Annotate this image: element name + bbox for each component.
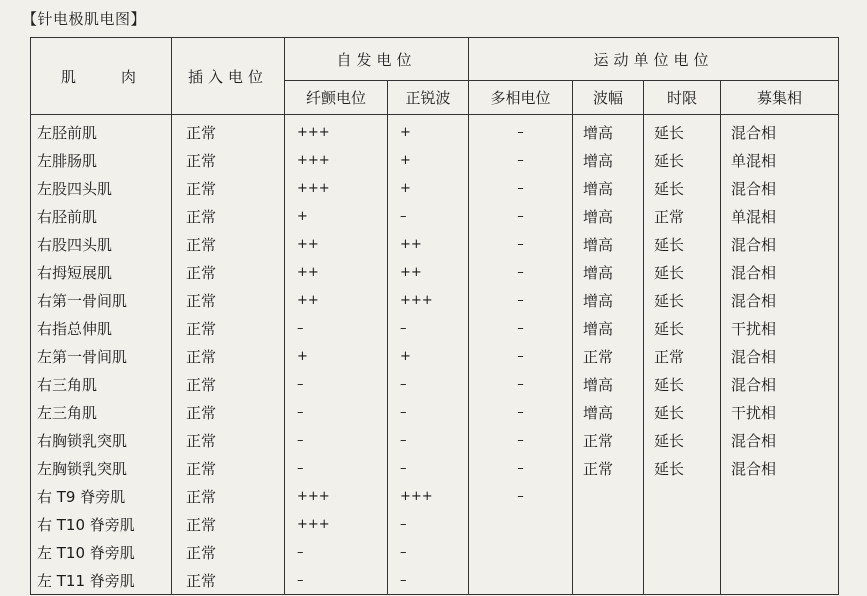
cell-insertion: 正常 xyxy=(172,115,285,147)
cell-duration: 正常 xyxy=(644,202,721,230)
table-row xyxy=(31,398,839,426)
cell-positive-sharp: ++ xyxy=(388,230,469,258)
cell-insertion: 正常 xyxy=(172,342,285,370)
cell-amplitude xyxy=(573,510,644,538)
cell-muscle: 右股四头肌 xyxy=(31,230,172,258)
table-row xyxy=(31,174,839,202)
cell-duration: 延长 xyxy=(644,454,721,482)
cell-positive-sharp: + xyxy=(388,174,469,202)
table-row xyxy=(31,115,839,147)
cell-fibrillation: +++ xyxy=(285,510,388,538)
cell-duration: 延长 xyxy=(644,398,721,426)
cell-duration: 延长 xyxy=(644,426,721,454)
cell-amplitude: 增高 xyxy=(573,230,644,258)
cell-duration: 延长 xyxy=(644,370,721,398)
cell-recruitment xyxy=(721,510,839,538)
cell-recruitment: 单混相 xyxy=(721,202,839,230)
cell-duration: 延长 xyxy=(644,286,721,314)
cell-fibrillation: +++ xyxy=(285,146,388,174)
cell-muscle: 左三角肌 xyxy=(31,398,172,426)
cell-insertion: 正常 xyxy=(172,258,285,286)
cell-muscle: 左腓肠肌 xyxy=(31,146,172,174)
cell-positive-sharp: ++ xyxy=(388,258,469,286)
cell-insertion: 正常 xyxy=(172,286,285,314)
cell-amplitude: 正常 xyxy=(573,342,644,370)
cell-recruitment: 混合相 xyxy=(721,286,839,314)
cell-fibrillation: +++ xyxy=(285,115,388,147)
cell-fibrillation: ++ xyxy=(285,230,388,258)
cell-recruitment: 干扰相 xyxy=(721,314,839,342)
cell-insertion: 正常 xyxy=(172,510,285,538)
cell-recruitment: 混合相 xyxy=(721,342,839,370)
cell-amplitude: 正常 xyxy=(573,454,644,482)
cell-insertion: 正常 xyxy=(172,538,285,566)
cell-insertion: 正常 xyxy=(172,174,285,202)
cell-polyphasic: – xyxy=(469,370,573,398)
cell-fibrillation: – xyxy=(285,398,388,426)
cell-muscle: 左股四头肌 xyxy=(31,174,172,202)
table-row xyxy=(31,566,839,595)
cell-positive-sharp: + xyxy=(388,342,469,370)
header-fibrillation: 纤颤电位 xyxy=(285,81,388,115)
table-row xyxy=(31,286,839,314)
cell-positive-sharp: + xyxy=(388,146,469,174)
cell-amplitude: 增高 xyxy=(573,286,644,314)
cell-polyphasic: – xyxy=(469,202,573,230)
cell-recruitment: 混合相 xyxy=(721,370,839,398)
cell-positive-sharp: + xyxy=(388,115,469,147)
header-muscle: 肌 肉 xyxy=(31,38,172,115)
cell-positive-sharp: – xyxy=(388,538,469,566)
header-recruitment: 募集相 xyxy=(721,81,839,115)
cell-positive-sharp: – xyxy=(388,314,469,342)
cell-insertion: 正常 xyxy=(172,230,285,258)
cell-muscle: 左第一骨间肌 xyxy=(31,342,172,370)
cell-muscle: 右胸锁乳突肌 xyxy=(31,426,172,454)
cell-fibrillation: – xyxy=(285,370,388,398)
table-header xyxy=(31,38,839,115)
cell-polyphasic: – xyxy=(469,230,573,258)
cell-positive-sharp: – xyxy=(388,398,469,426)
cell-positive-sharp: +++ xyxy=(388,286,469,314)
cell-recruitment: 混合相 xyxy=(721,426,839,454)
cell-recruitment: 干扰相 xyxy=(721,398,839,426)
cell-fibrillation: + xyxy=(285,202,388,230)
header-amplitude: 波幅 xyxy=(573,81,644,115)
document-title: 【针电极肌电图】 xyxy=(22,10,147,28)
cell-polyphasic: – xyxy=(469,115,573,147)
cell-muscle: 右 T10 脊旁肌 xyxy=(31,510,172,538)
cell-muscle: 左 T11 脊旁肌 xyxy=(31,566,172,595)
cell-amplitude: 增高 xyxy=(573,258,644,286)
cell-duration: 延长 xyxy=(644,146,721,174)
cell-duration xyxy=(644,538,721,566)
table-row xyxy=(31,146,839,174)
cell-insertion: 正常 xyxy=(172,454,285,482)
cell-positive-sharp: – xyxy=(388,426,469,454)
cell-polyphasic: – xyxy=(469,426,573,454)
cell-muscle: 右第一骨间肌 xyxy=(31,286,172,314)
cell-fibrillation: – xyxy=(285,426,388,454)
cell-polyphasic: – xyxy=(469,258,573,286)
cell-amplitude: 增高 xyxy=(573,146,644,174)
cell-amplitude xyxy=(573,566,644,595)
cell-recruitment: 混合相 xyxy=(721,115,839,147)
cell-recruitment: 单混相 xyxy=(721,146,839,174)
cell-amplitude xyxy=(573,482,644,510)
cell-polyphasic: – xyxy=(469,398,573,426)
table-row xyxy=(31,314,839,342)
header-positive-sharp-wave: 正锐波 xyxy=(388,81,469,115)
table-row xyxy=(31,538,839,566)
cell-muscle: 右拇短展肌 xyxy=(31,258,172,286)
cell-insertion: 正常 xyxy=(172,314,285,342)
table-row xyxy=(31,230,839,258)
cell-polyphasic xyxy=(469,510,573,538)
cell-recruitment: 混合相 xyxy=(721,174,839,202)
cell-polyphasic: – xyxy=(469,174,573,202)
cell-insertion: 正常 xyxy=(172,202,285,230)
header-spontaneous-potential: 自发电位 xyxy=(285,38,469,81)
cell-positive-sharp: – xyxy=(388,370,469,398)
cell-duration: 延长 xyxy=(644,115,721,147)
cell-fibrillation: + xyxy=(285,342,388,370)
cell-duration xyxy=(644,510,721,538)
cell-polyphasic xyxy=(469,538,573,566)
cell-polyphasic: – xyxy=(469,286,573,314)
cell-amplitude: 增高 xyxy=(573,174,644,202)
cell-polyphasic: – xyxy=(469,146,573,174)
table-body xyxy=(31,115,839,595)
cell-amplitude: 增高 xyxy=(573,370,644,398)
table-row xyxy=(31,342,839,370)
cell-recruitment: 混合相 xyxy=(721,454,839,482)
table-row xyxy=(31,202,839,230)
cell-polyphasic: – xyxy=(469,342,573,370)
cell-positive-sharp: – xyxy=(388,566,469,595)
header-insertion-potential: 插入电位 xyxy=(172,38,285,115)
cell-fibrillation: – xyxy=(285,454,388,482)
table-row xyxy=(31,370,839,398)
header-polyphasic: 多相电位 xyxy=(469,81,573,115)
cell-insertion: 正常 xyxy=(172,398,285,426)
cell-fibrillation: – xyxy=(285,538,388,566)
cell-fibrillation: ++ xyxy=(285,258,388,286)
cell-insertion: 正常 xyxy=(172,426,285,454)
header-motor-unit-potential: 运动单位电位 xyxy=(469,38,839,81)
cell-positive-sharp: – xyxy=(388,454,469,482)
cell-recruitment: 混合相 xyxy=(721,258,839,286)
table-row xyxy=(31,258,839,286)
cell-duration: 延长 xyxy=(644,230,721,258)
cell-polyphasic: – xyxy=(469,454,573,482)
cell-recruitment xyxy=(721,566,839,595)
cell-amplitude: 增高 xyxy=(573,398,644,426)
table-row xyxy=(31,482,839,510)
cell-fibrillation: – xyxy=(285,314,388,342)
cell-amplitude: 增高 xyxy=(573,202,644,230)
cell-insertion: 正常 xyxy=(172,370,285,398)
cell-amplitude: 正常 xyxy=(573,426,644,454)
cell-recruitment xyxy=(721,482,839,510)
cell-insertion: 正常 xyxy=(172,566,285,595)
cell-polyphasic: – xyxy=(469,482,573,510)
cell-polyphasic xyxy=(469,566,573,595)
cell-duration: 延长 xyxy=(644,174,721,202)
cell-muscle: 右 T9 脊旁肌 xyxy=(31,482,172,510)
table-row xyxy=(31,426,839,454)
cell-positive-sharp: – xyxy=(388,510,469,538)
cell-duration: 正常 xyxy=(644,342,721,370)
cell-duration xyxy=(644,482,721,510)
cell-positive-sharp: – xyxy=(388,202,469,230)
cell-polyphasic: – xyxy=(469,314,573,342)
cell-insertion: 正常 xyxy=(172,146,285,174)
cell-fibrillation: – xyxy=(285,566,388,595)
cell-insertion: 正常 xyxy=(172,482,285,510)
cell-muscle: 右指总伸肌 xyxy=(31,314,172,342)
cell-duration xyxy=(644,566,721,595)
cell-fibrillation: ++ xyxy=(285,286,388,314)
cell-recruitment: 混合相 xyxy=(721,230,839,258)
cell-positive-sharp: +++ xyxy=(388,482,469,510)
cell-recruitment xyxy=(721,538,839,566)
cell-duration: 延长 xyxy=(644,258,721,286)
table-row xyxy=(31,510,839,538)
emg-table xyxy=(30,37,839,595)
table-row xyxy=(31,454,839,482)
cell-muscle: 左胫前肌 xyxy=(31,115,172,147)
cell-duration: 延长 xyxy=(644,314,721,342)
cell-fibrillation: +++ xyxy=(285,174,388,202)
cell-amplitude: 增高 xyxy=(573,314,644,342)
cell-muscle: 左胸锁乳突肌 xyxy=(31,454,172,482)
cell-amplitude: 增高 xyxy=(573,115,644,147)
header-duration: 时限 xyxy=(644,81,721,115)
cell-muscle: 右胫前肌 xyxy=(31,202,172,230)
cell-fibrillation: +++ xyxy=(285,482,388,510)
cell-muscle: 左 T10 脊旁肌 xyxy=(31,538,172,566)
cell-muscle: 右三角肌 xyxy=(31,370,172,398)
cell-amplitude xyxy=(573,538,644,566)
